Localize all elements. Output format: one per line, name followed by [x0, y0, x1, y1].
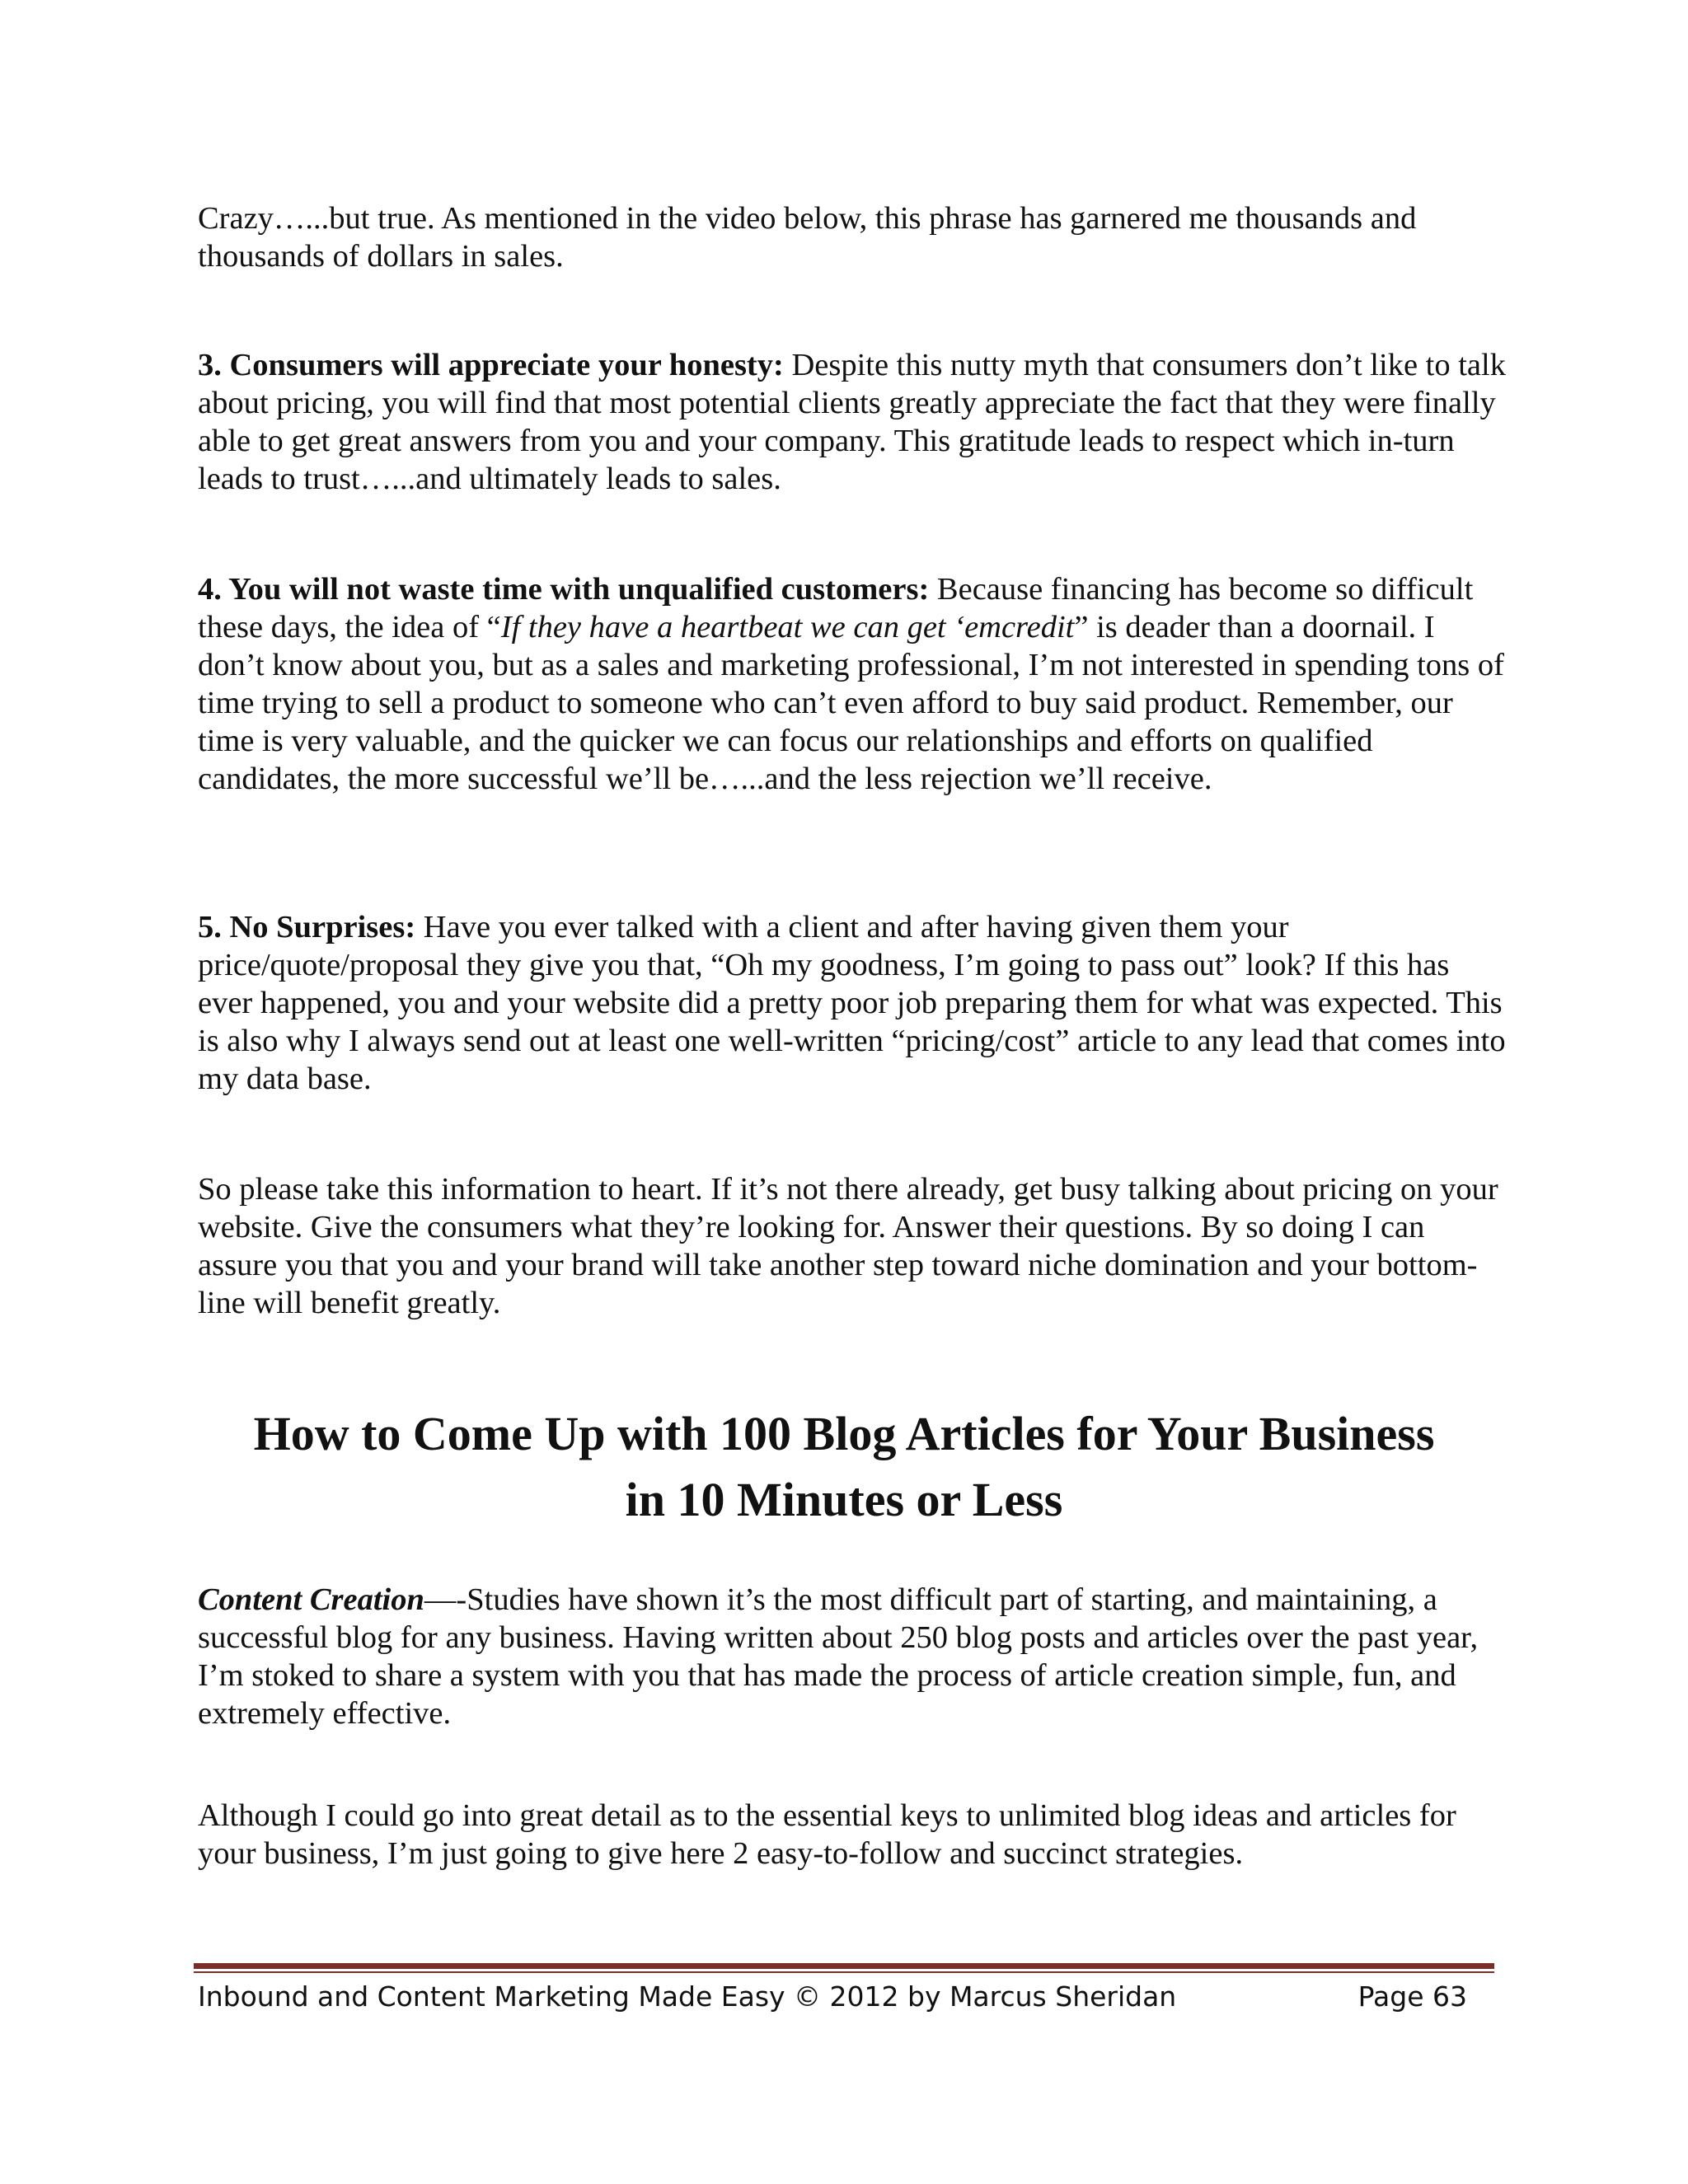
point-3-title: 3. Consumers will appreciate your honesty: [198, 348, 784, 382]
footer-copyright: Inbound and Content Marketing Made Easy © 2012 by Marcus Sheridan [198, 1980, 1177, 2013]
content-creation-text: —-Studies have shown it’s the most difficult part of starting, and maintaining, a successful blog for any business. Having written about 250 blog posts and articles over the past year, I’m stoked to share a system with you that has made the process of article creation simple, fun, and extremely effective. [198, 1582, 1479, 1731]
point-5-paragraph [198, 908, 1508, 1098]
point-4-italic-quote: If they have a heartbeat we can get ‘emcredit [500, 610, 1075, 644]
content-creation-lead: Content Creation [198, 1582, 424, 1617]
footer-rule-thin [194, 1971, 1494, 1973]
heading-line-1: How to Come Up with 100 Blog Articles for Your Business [253, 1407, 1435, 1460]
footer-rule [194, 1963, 1494, 1969]
point-4-text-a: Because financing has become so difficult these days, the idea of “ [198, 572, 1474, 644]
point-4-paragraph [198, 570, 1508, 798]
point-4-text-b: ” is deader than a doornail. I don’t know about you, but as a sales and marketing professional, I’m not interested in spending tons of time trying to sell a product to someone who can’t even afford to buy said product. Remember, our time is very valuable, and the quicker we can focus our relationships and efforts on qualified candidates, the more successful we’ll be…...and the less rejection we’ll receive. [198, 610, 1504, 796]
point-5-title: 5. No Surprises: [198, 910, 416, 944]
point-5-text: Have you ever talked with a client and after having given them your price/quote/proposal they give you that, “Oh my goodness, I’m going to pass out” look? If this has ever happened, you and your website did a pretty poor job preparing them for what was expected. This is also why I always send out at least one well-written “pricing/cost” article to any lead that comes into my data base. [198, 910, 1506, 1096]
intro-paragraph [198, 199, 1508, 275]
closing-paragraph [198, 1170, 1508, 1322]
point-3-text: Despite this nutty myth that consumers don’t like to talk about pricing, you will find that most potential clients greatly appreciate the fact that they were finally able to get great answers from you and your company. This gratitude leads to respect which in-turn leads to trust…...and ultimately leads to sales. [198, 348, 1506, 496]
content-creation-paragraph [198, 1581, 1508, 1732]
intro-text: Crazy…...but true. As mentioned in the video below, this phrase has garnered me thousands and thousands of dollars in sales. [198, 201, 1417, 274]
section-heading [165, 1401, 1523, 1533]
point-3-paragraph [198, 346, 1508, 498]
closing-text: So please take this information to heart. If it’s not there already, get busy talking about pricing on your website. Give the consumers what they’re looking for. Answer their questions. By so doing I can assure you that you and your brand will take another step toward niche domination and your bottom-line will benefit greatly. [198, 1172, 1498, 1320]
strategies-paragraph [198, 1797, 1508, 1872]
heading-line-2: in 10 Minutes or Less [625, 1473, 1063, 1526]
point-4-title: 4. You will not waste time with unqualified customers: [198, 572, 930, 607]
page-number: Page 63 [1357, 1980, 1467, 2013]
strategies-text: Although I could go into great detail as to the essential keys to unlimited blog ideas and articles for your business, I’m just going to give here 2 easy-to-follow and succinct strategies. [198, 1798, 1456, 1871]
